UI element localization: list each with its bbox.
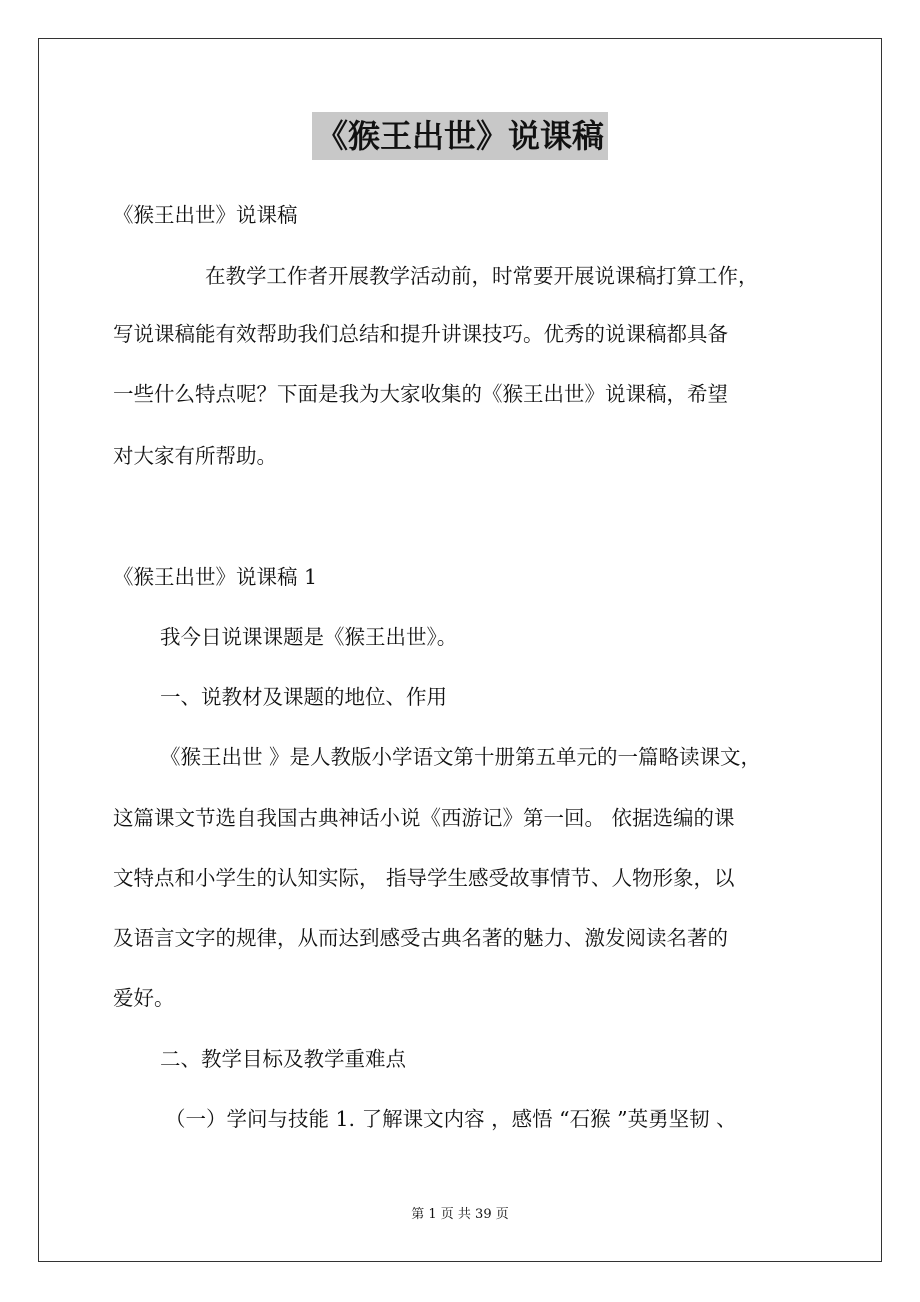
paragraph-line: （一）学问与技能 1. 了解课文内容 ，感悟 “石猴 ”英勇坚韧 、 (165, 1107, 737, 1131)
title-container (0, 112, 920, 160)
paragraph-line: 在教学工作者开展教学活动前，时常要开展说课稿打算工作， (205, 264, 759, 288)
section-heading: 《猴王出世》说课稿 1 (113, 565, 318, 589)
paragraph-line: 对大家有所帮助。 (113, 444, 277, 468)
paragraph-line: 这篇课文节选自我国古典神话小说《西游记》第一回。 依据选编的课 (113, 806, 735, 830)
page-footer: 第 1 页 共 39 页 (411, 1207, 509, 1222)
paragraph-line: 文特点和小学生的认知实际， 指导学生感受故事情节、人物形象，以 (113, 866, 735, 890)
paragraph-line: 写说课稿能有效帮助我们总结和提升讲课技巧。优秀的说课稿都具备 (113, 322, 728, 346)
subtitle-line: 《猴王出世》说课稿 (113, 203, 298, 227)
paragraph-line: 《猴王出世 》是人教版小学语文第十册第五单元的一篇略读课文， (160, 745, 762, 769)
subheading-line: 二、教学目标及教学重难点 (160, 1047, 406, 1071)
subheading-line: 一、说教材及课题的地位、作用 (160, 685, 447, 709)
document-title: 《猴王出世》说课稿 (312, 112, 608, 160)
paragraph-line: 我今日说课课题是《猴王出世》。 (160, 625, 458, 649)
paragraph-line: 及语言文字的规律，从而达到感受古典名著的魅力、激发阅读名著的 (113, 926, 728, 950)
paragraph-line: 爱好。 (113, 986, 175, 1010)
paragraph-line: 一些什么特点呢？下面是我为大家收集的《猴王出世》说课稿，希望 (113, 382, 728, 406)
